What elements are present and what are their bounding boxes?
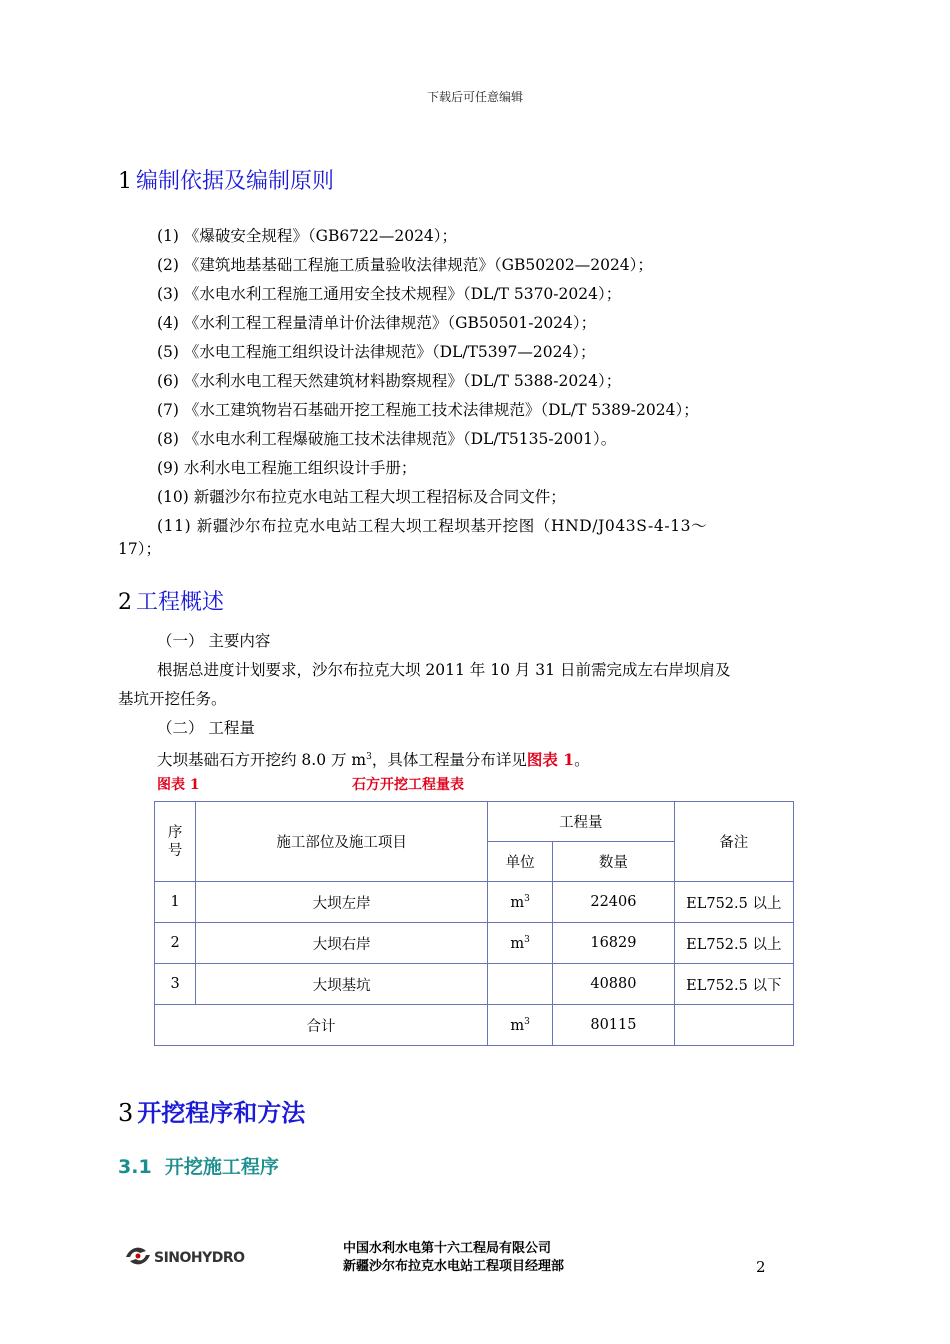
figure-reference: 图表 1 [526, 750, 575, 770]
reference-item: (7) 《水工建筑物岩石基础开挖工程施工技术法律规范》（DL/T 5389-2024）； [157, 401, 699, 419]
cell-total-label: 合计 [155, 1005, 488, 1046]
subsection-3-1-heading [118, 1152, 279, 1179]
reference-item: (5) 《水电工程施工组织设计法律规范》（DL/T5397—2024）； [157, 343, 596, 361]
table-total-row [155, 1005, 794, 1046]
cell-item: 大坝右岸 [196, 923, 488, 964]
section1-heading [118, 164, 334, 195]
cell-unit [488, 882, 553, 923]
section3-number: 3 [118, 1099, 134, 1127]
cell-remark: EL752.5 以下 [674, 964, 793, 1005]
footer-company [343, 1240, 564, 1276]
cell-unit [488, 964, 553, 1005]
page-number: 2 [756, 1258, 766, 1276]
paragraph-quantities [157, 743, 590, 775]
reference-item-continuation: 17）； [118, 540, 161, 558]
sinohydro-logo-icon [124, 1241, 254, 1271]
paragraph-schedule-line1: 根据总进度计划要求，沙尔布拉克大坝 2011 年 10 月 31 日前需完成左右岸坝肩及 [157, 661, 731, 679]
reference-item: (4) 《水利工程工程量清单计价法律规范》（GB50501-2024）； [157, 314, 597, 332]
cell-seq: 1 [155, 882, 196, 923]
unit-text: m [510, 935, 525, 952]
section2-number: 2 [118, 590, 132, 615]
reference-item: (6) 《水利水电工程天然建筑材料勘察规程》（DL/T 5388-2024）； [157, 372, 622, 390]
cell-amount: 16829 [553, 923, 674, 964]
header-seq-text: 序号 [167, 824, 183, 859]
reference-item: (3) 《水电水利工程施工通用安全技术规程》（DL/T 5370-2024）； [157, 285, 622, 303]
reference-item: (1) 《爆破安全规程》（GB6722—2024）； [157, 227, 458, 245]
unit-superscript: 3 [524, 893, 530, 904]
sinohydro-logo [124, 1241, 254, 1271]
reference-item: (10) 新疆沙尔布拉克水电站工程大坝工程招标及合同文件； [157, 488, 566, 506]
cell-remark: EL752.5 以上 [674, 923, 793, 964]
table-caption-label: 图表 1 [157, 777, 200, 793]
cell-seq: 2 [155, 923, 196, 964]
header-note: 下载后可任意编辑 [426, 90, 523, 104]
quantity-table [154, 801, 794, 1046]
cell-remark: EL752.5 以上 [674, 882, 793, 923]
paragraph-schedule-line2: 基坑开挖任务。 [118, 690, 227, 708]
table-row [155, 882, 794, 923]
paragraph-text: 大坝基础石方开挖约 8.0 万 m [157, 751, 367, 770]
paragraph-text: ，具体工程量分布详见 [371, 751, 527, 770]
cell-total-amount: 80115 [553, 1005, 674, 1046]
subheading-quantities: （二） 工程量 [157, 719, 255, 737]
table-caption-title: 石方开挖工程量表 [352, 777, 464, 793]
section2-title: 工程概述 [136, 590, 225, 615]
paragraph-text: 。 [574, 751, 590, 770]
header-unit: 单位 [488, 842, 553, 882]
cell-amount: 22406 [553, 882, 674, 923]
table-row [155, 964, 794, 1005]
unit-superscript: 3 [524, 934, 530, 945]
subsection-title: 开挖施工程序 [164, 1156, 279, 1178]
cell-item: 大坝左岸 [196, 882, 488, 923]
subheading-main-content: （一） 主要内容 [157, 632, 271, 650]
section3-heading [118, 1093, 305, 1128]
header-item: 施工部位及施工项目 [196, 802, 488, 882]
cell-amount: 40880 [553, 964, 674, 1005]
header-quantity: 工程量 [488, 802, 675, 842]
cell-unit [488, 923, 553, 964]
cell-item: 大坝基坑 [196, 964, 488, 1005]
cell-total-remark [674, 1005, 793, 1046]
reference-item: (11) 新疆沙尔布拉克水电站工程大坝工程坝基开挖图（HND/J043S-4-13～ [157, 517, 708, 535]
unit-text: m [510, 894, 525, 911]
unit-superscript: 3 [524, 1016, 530, 1027]
reference-item: (8) 《水电水利工程爆破施工技术法律规范》（DL/T5135-2001）。 [157, 430, 617, 448]
table-row [155, 923, 794, 964]
section1-title: 编制依据及编制原则 [136, 169, 335, 194]
section3-title: 开挖程序和方法 [137, 1099, 306, 1127]
unit-text: m [510, 1017, 525, 1034]
reference-list [157, 222, 837, 541]
section1-number: 1 [118, 169, 132, 194]
unit-superscript: 3 [366, 752, 372, 762]
section2-heading [118, 585, 224, 616]
header-amount: 数量 [553, 842, 674, 882]
logo-wordmark: SINOHYDRO [154, 1250, 245, 1266]
cell-total-unit [488, 1005, 553, 1046]
footer-company-line2: 新疆沙尔布拉克水电站工程项目经理部 [343, 1259, 565, 1274]
subsection-number: 3.1 [118, 1156, 152, 1178]
reference-item: (2) 《建筑地基基础工程施工质量验收法律规范》（GB50202—2024）； [157, 256, 653, 274]
reference-item: (9) 水利水电工程施工组织设计手册； [157, 459, 417, 477]
header-seq [155, 802, 196, 882]
cell-seq: 3 [155, 964, 196, 1005]
header-remark: 备注 [674, 802, 793, 882]
footer-company-line1: 中国水利水电第十六工程局有限公司 [343, 1241, 552, 1256]
